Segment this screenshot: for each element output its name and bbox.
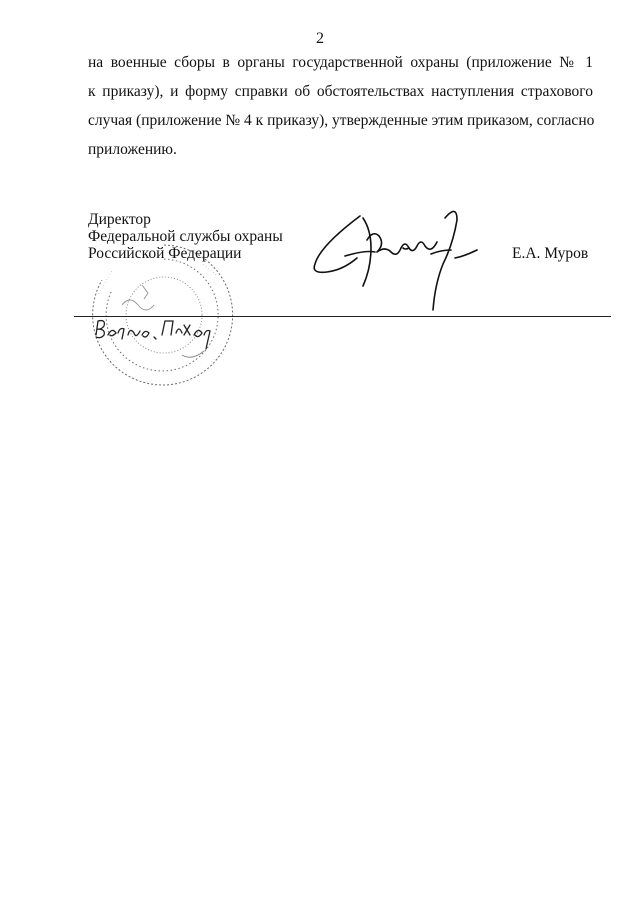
signatory-position-line2: Федеральной службы охраны	[88, 228, 283, 245]
body-line-3: случая (приложение № 4 к приказу), утвержденные этим приказом, согласно	[88, 112, 595, 129]
signatory-block	[88, 211, 283, 262]
body-line-1: на военные сборы в органы государственной охраны (приложение № 1	[88, 54, 593, 71]
svg-text:· · · · · · · · ·: · · · · · · · · ·	[96, 269, 116, 296]
handwritten-signature-icon	[305, 198, 490, 313]
svg-text:· · · · ·: · · · · ·	[210, 352, 226, 365]
body-paragraph	[88, 48, 593, 164]
signatory-position-line1: Директор	[88, 211, 151, 228]
page-number: 2	[316, 30, 324, 47]
body-line-4: приложению.	[88, 141, 177, 158]
svg-text:· · · · · ·: · · · · · ·	[200, 261, 218, 278]
footer-rule	[74, 316, 611, 317]
body-line-2: к приказу), и форму справки об обстоятельствах наступления страхового	[88, 83, 593, 100]
signatory-position-line3: Российской Федерации	[88, 245, 242, 262]
signatory-name: Е.А. Муров	[512, 245, 589, 262]
